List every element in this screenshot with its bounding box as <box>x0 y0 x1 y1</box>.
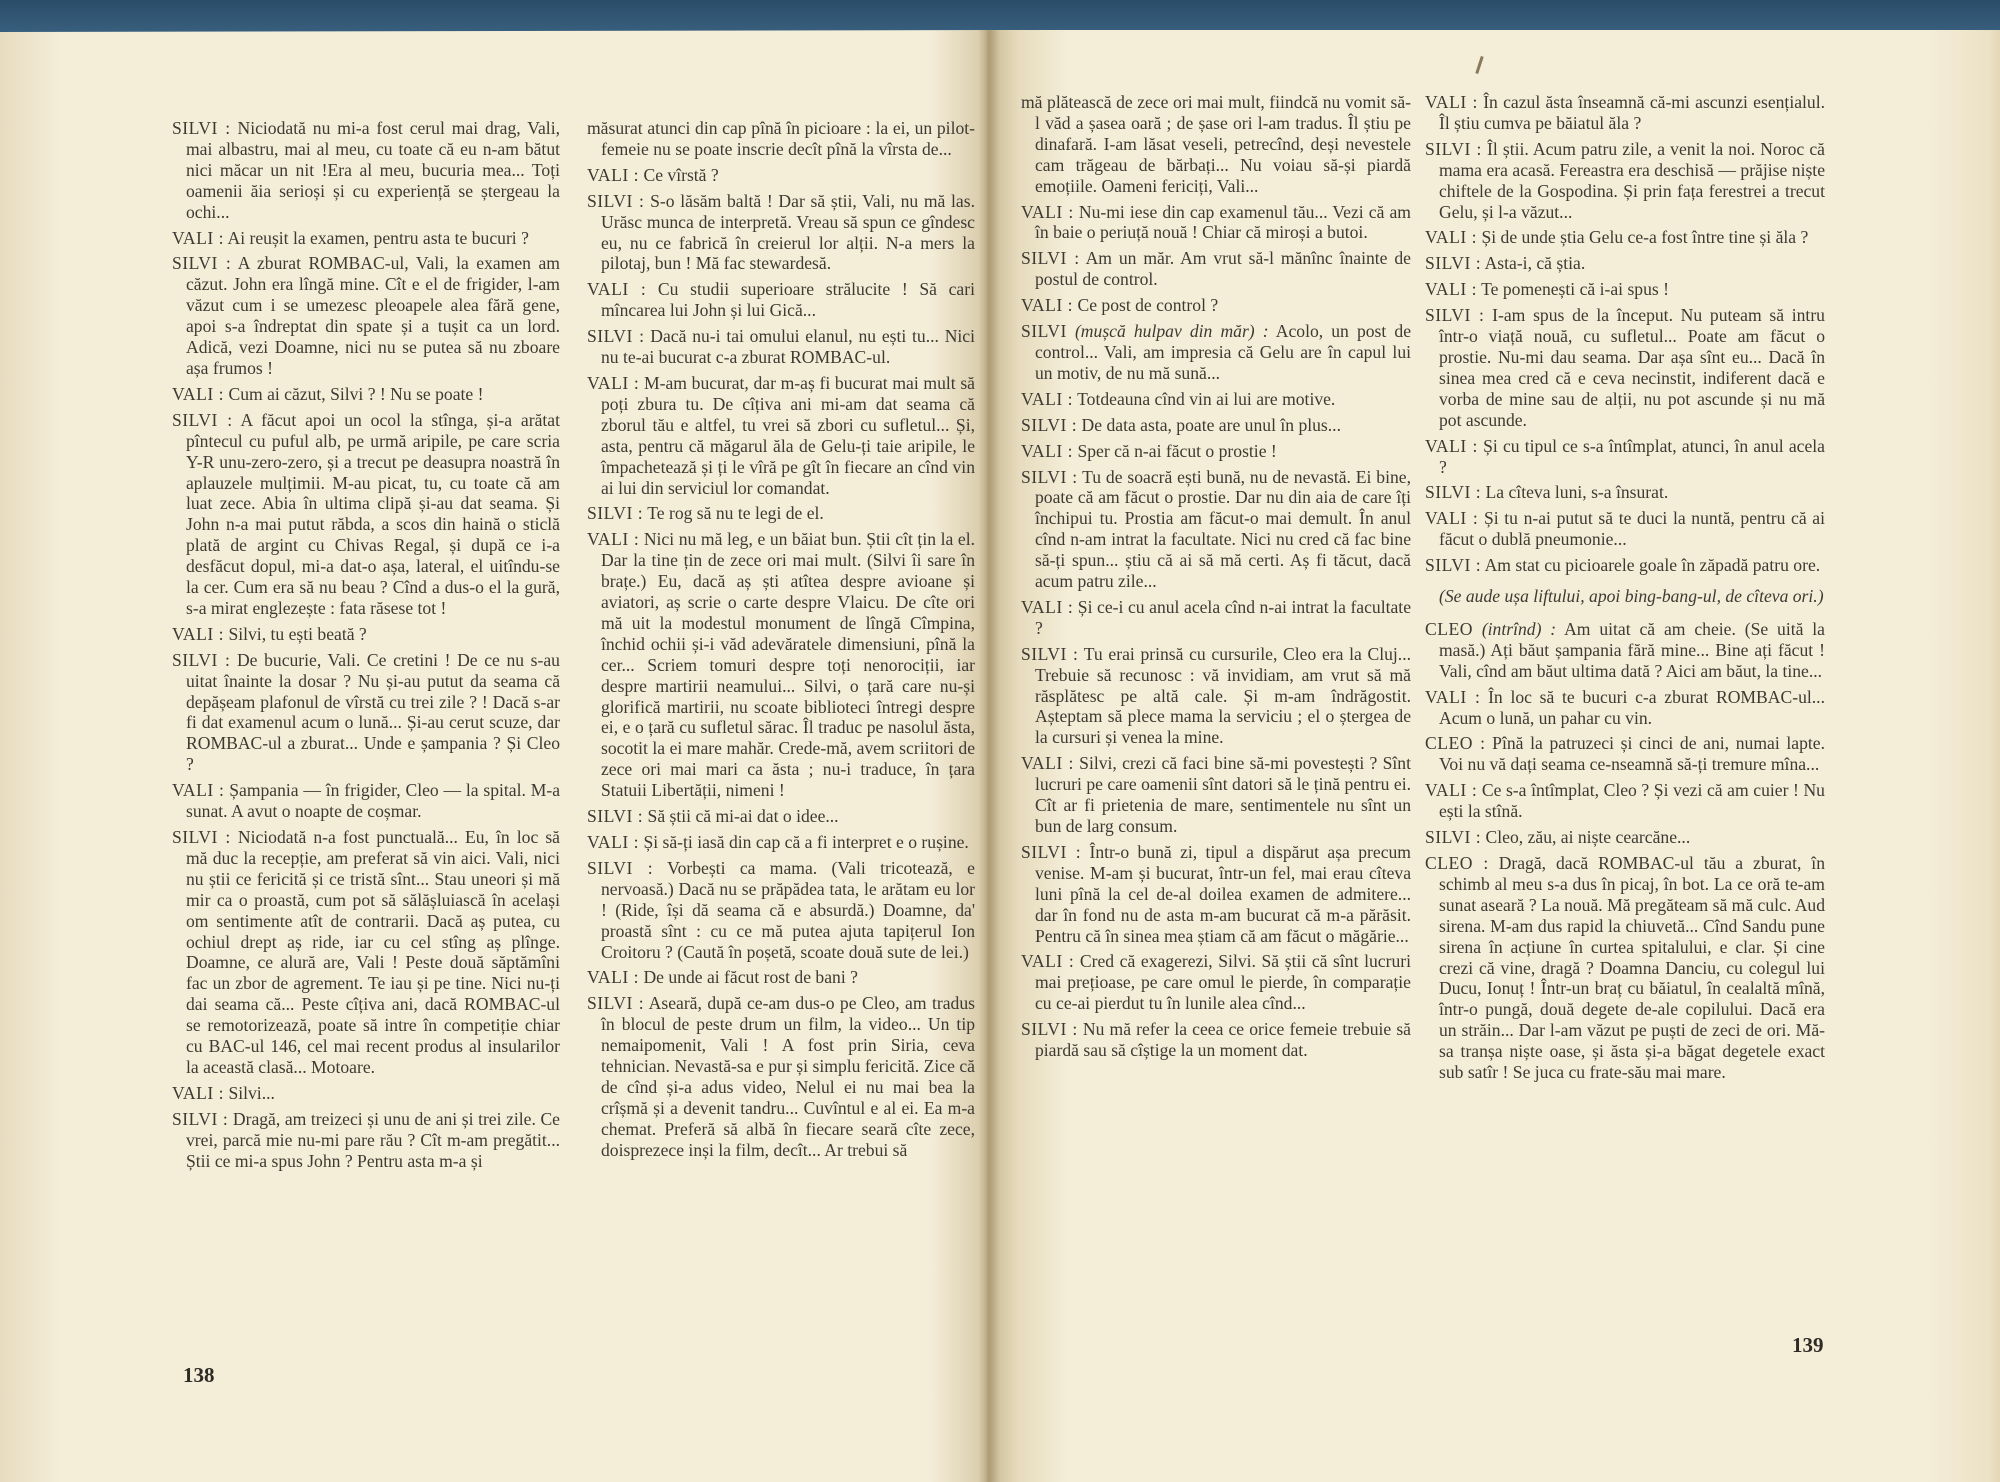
dialogue-text: Cleo, zău, ai niște cearcăne... <box>1485 827 1691 848</box>
speaker-name: SILVI : <box>587 806 644 827</box>
dialogue-text: Silvi, tu ești beată ? <box>228 623 367 644</box>
dialogue-text: Cu studii superioare strălucite ! Să cari mîncarea lui John și lui Gică... <box>601 279 975 321</box>
dialogue-text: Vorbești ca mama. (Vali tricotează, e nervoasă.) Dacă nu se prăpădea tata, le arătam eu lor ! (Ride, își dă seama că e absurdă.) Doamne, da' proastă sînt : cu ce mă putea ajuta tapițerul Ion Croitoru ? (Caută în poșetă, scoate două sute de lei.) <box>601 857 975 962</box>
speaker-name: SILVI : <box>172 649 231 670</box>
dialogue-line <box>1425 780 1825 822</box>
dialogue-text: La cîteva luni, s-a însurat. <box>1485 482 1669 503</box>
dialogue-line <box>587 806 975 827</box>
speaker-name: SILVI : <box>172 118 231 138</box>
dialogue-text: Te rog să nu te legi de el. <box>647 503 824 524</box>
dialogue-line <box>587 832 975 853</box>
dialogue-line <box>1425 687 1825 729</box>
dialogue-text: S-o lăsăm baltă ! Dar să știi, Vali, nu mă las. Urăsc munca de interpretă. Vreau să spun ce gîndesc eu, nu ce fabrică în creierul lor alții. N-a mers la pilotaj, bun ! Mă fac stewardesă. <box>601 190 975 274</box>
dialogue-text: Asta-i, că știa. <box>1484 253 1586 274</box>
dialogue-line <box>1021 389 1411 410</box>
speaker-name: SILVI : <box>1425 555 1482 576</box>
speaker-name: VALI : <box>1021 201 1074 222</box>
speaker-name: SILVI : <box>1425 305 1485 326</box>
dialogue-line <box>1021 644 1411 749</box>
dialogue-line <box>587 993 975 1160</box>
dialogue-line <box>1021 415 1411 436</box>
dialogue-text: Niciodată nu mi-a fost cerul mai drag, Vali, mai albastru, mai al meu, cu toate că eu n-am bătut nici măcar un nit !Era al meu, bucuria mea... Toți oamenii ăia serioși și cu experiență se ștergeau la ochi... <box>186 118 560 222</box>
dialogue-line <box>1425 253 1825 274</box>
dialogue-line <box>172 384 560 405</box>
dialogue-text: În loc să te bucuri c-a zburat ROMBAC-ul... Acum o lună, un pahar cu vin. <box>1439 686 1825 728</box>
dialogue-line <box>587 529 975 801</box>
dialogue-text: Tu erai prinsă cu cursurile, Cleo era la Cluj... Trebuie să recunosc : vă invidiam, am vrut să mă răsplătesc pe altă cale. Și m-am îndrăgostit. Așteptam să plece mama la serviciu ; el o ștergea de la cursuri și venea la mine. <box>1035 643 1411 748</box>
dialogue-line <box>172 624 560 645</box>
dialogue-text: Acolo, un post de control... Vali, am impresia că Gelu are în capul lui un motiv, de nu mă sună... <box>1035 321 1411 383</box>
dialogue-text: Și să-ți iasă din cap că a fi interpret e o rușine. <box>643 832 969 852</box>
right-page-column-1 <box>1021 92 1411 1066</box>
speaker-name: SILVI : <box>587 326 645 347</box>
speaker-name: VALI : <box>587 279 647 300</box>
dialogue-text: Ce vîrstă ? <box>643 164 719 185</box>
dialogue-line <box>1425 619 1825 682</box>
speaker-name: SILVI : <box>587 503 644 524</box>
speaker-name: SILVI : <box>1021 841 1082 862</box>
speaker-name: SILVI : <box>1425 138 1482 159</box>
dialogue-text: Sper că n-ai făcut o prostie ! <box>1077 440 1277 461</box>
dialogue-text: Dacă nu-i tai omului elanul, nu ești tu... Nici nu te-ai bucurat c-a zburat ROMBAC-ul. <box>601 326 975 368</box>
dialogue-text: Nu mă refer la ceea ce orice femeie trebuie să piardă sau să cîștige la un moment dat. <box>1035 1019 1411 1061</box>
dialogue-text: Ce s-a întîmplat, Cleo ? Și vezi că am cuier ! Nu ești la stînă. <box>1439 780 1825 822</box>
dialogue-text: mă plătească de zece ori mai mult, fiindcă nu vomit să-l văd a șasea oară ; de șase ori l-am tradus. Îl știu pe dinafară. I-am lăsat veseli, petrecînd, deși nevestele cam trăgeau de bărbați... Nu voiau să-și piardă emoțiile. Oameni fericiți, Vali... <box>1021 92 1411 196</box>
speaker-name: SILVI : <box>587 993 645 1014</box>
inline-stage-direction: (mușcă hulpav din măr) : <box>1074 321 1269 342</box>
speaker-name: VALI : <box>172 623 225 644</box>
dialogue-line <box>172 1109 560 1172</box>
speaker-name: VALI : <box>1425 686 1481 707</box>
speaker-name: CLEO <box>1425 618 1473 639</box>
speaker-name: VALI : <box>1021 295 1074 316</box>
dialogue-text: În cazul ăsta înseamnă că-mi ascunzi esențialul. Îl știu cumva pe băiatul ăla ? <box>1439 92 1825 133</box>
dialogue-line <box>1021 753 1411 837</box>
dialogue-line <box>1021 92 1411 197</box>
speaker-name: SILVI : <box>1425 827 1482 848</box>
speaker-name: VALI : <box>172 383 225 404</box>
speaker-name: VALI : <box>1021 388 1074 409</box>
speaker-name: VALI : <box>587 967 640 988</box>
dialogue-text: A făcut apoi un ocol la stînga, și-a arătat pîntecul cu puful alb, pe urmă aripile, pe care scria Y-R unu-zero-zero, și a trecut pe deasupra noastră în aplauzele mulțimii. M-au picat, tu, cu toate că am luat zece. Abia în ultima clipă și-au dat seama. Și John n-a mai putut răbda, a scos din haină o sticlă plată de argint cu Chivas Regal, și după ce i-a desfăcut dopul, mi-a dat-o așa, lateral, el uitîndu-se la cer. Cum era să nu beau ? Cînd a dus-o el la gură, s-a mirat englezește : fata răsese tot ! <box>186 409 560 618</box>
dialogue-text: Dragă, am treizeci și unu de ani și trei zile. Ce vrei, parcă mie nu-mi pare rău ? Cît m-am pregătit... Știi ce mi-a spus John ? Pentru asta m-a și <box>186 1108 560 1171</box>
speaker-name: VALI : <box>587 372 640 393</box>
speaker-name: SILVI : <box>1021 466 1078 487</box>
dialogue-line <box>1021 321 1411 384</box>
dialogue-text: Nici nu mă leg, e un băiat bun. Știi cît țin la el. Dar la tine țin de zece ori mai mult. (Silvi îi sare în brațe.) Eu, dacă aș ști atîtea despre avioane și aviatori, aș scrie o carte despre Vlaicu. De cîte ori mă uit la modestul monument de lîngă Cîmpina, închid ochii și-i văd adevăratele dimensiuni, pînă la cer... Scriem tomuri despre toți nenorociții, iar despre martirii neamului... Silvi, o țară care nu-și glorifică martirii, nu scoate biblioteci întregi despre ei, e o țară cu sufletul sărac. Îl traduc pe nasolul ăsta, socotit la ei mare mahăr. Crede-mă, avem scriitori de zece ori mai mari ca ăsta ; nu-i traduce, în țara Statuii Libertății, nimeni ! <box>601 529 975 801</box>
speaker-name: VALI : <box>1021 951 1075 972</box>
speaker-name: SILVI : <box>172 827 231 847</box>
speaker-name: SILVI : <box>1425 482 1482 503</box>
dialogue-text: Și cu tipul ce s-a întîmplat, atunci, în anul acela ? <box>1439 435 1825 477</box>
speaker-name: VALI : <box>587 529 640 550</box>
dialogue-line <box>587 191 975 275</box>
dialogue-text: Totdeauna cînd vin ai lui are motive. <box>1077 388 1336 409</box>
dialogue-line <box>1425 436 1825 478</box>
speaker-name: SILVI <box>1021 321 1067 342</box>
dialogue-line <box>1425 305 1825 430</box>
dialogue-line <box>1021 1019 1411 1061</box>
page-number-right: 139 <box>1792 1333 1824 1357</box>
speaker-name: SILVI : <box>172 253 232 274</box>
dialogue-line <box>587 279 975 321</box>
speaker-name: SILVI : <box>1021 643 1079 664</box>
speaker-name: VALI : <box>1021 440 1074 461</box>
dialogue-line <box>1425 227 1825 248</box>
dialogue-text: A zburat ROMBAC-ul, Vali, la examen am căzut. John era lîngă mine. Cît e el de frigider, l-am văzut cum i se umezesc pleoapele alea fără gene, apoi s-a îndreptat din spate și a tușit ca un lord. Adică, vezi Doamne, nici nu se putea să nu zboare așa frumos ! <box>186 253 560 378</box>
dialogue-line <box>587 326 975 368</box>
dialogue-line <box>1425 508 1825 550</box>
dialogue-line <box>1021 842 1411 947</box>
speaker-name: SILVI : <box>1021 1019 1078 1040</box>
dialogue-line <box>1021 951 1411 1014</box>
dialogue-line <box>587 165 975 186</box>
speaker-name: CLEO : <box>1425 853 1489 873</box>
speaker-name: VALI : <box>1425 780 1478 801</box>
speaker-name: SILVI : <box>587 190 645 211</box>
speaker-name: SILVI : <box>1021 248 1080 269</box>
speaker-name: CLEO : <box>1425 733 1486 754</box>
dialogue-line <box>1021 467 1411 592</box>
dialogue-line <box>172 650 560 775</box>
dialogue-line <box>1425 482 1825 503</box>
dialogue-line <box>172 1083 560 1104</box>
speaker-name: VALI : <box>172 1082 225 1103</box>
dialogue-text: Am un măr. Am vrut să-l mănînc înainte de postul de control. <box>1035 248 1411 290</box>
speaker-name: SILVI : <box>1425 253 1482 274</box>
dialogue-line <box>1425 279 1825 300</box>
speaker-name: SILVI : <box>587 857 654 878</box>
dialogue-text: Niciodată n-a fost punctuală... Eu, în loc să mă duc la recepție, am preferat să vin aici. Vali, nici nu știi ce fericită și ce tristă sînt... Stau uneori și mă mir ca o proastă, cum pot să sălășluiască în același om sentimente atît de contrarii. Dacă aș putea, cu ochiul drept aș ride, iar cu cel stîng aș plînge. Doamne, ce alură are, Vali ! Peste două săptămîni fac un zbor de agrement. Te iau și pe tine. Nici nu-ți dai seama că... Peste cîțiva ani, dacă ROMBAC-ul se remotorizează, poate să intre în competiție chiar cu BAC-ul 146, cel mai recent produs al insularilor la această clasă... Motoare. <box>186 827 560 1077</box>
speaker-name: VALI : <box>172 227 225 248</box>
speaker-name: SILVI : <box>172 409 233 430</box>
dialogue-line <box>172 228 560 249</box>
dialogue-text: De data asta, poate are unul în plus... <box>1081 414 1341 435</box>
dialogue-text: Într-o bună zi, tipul a dispărut așa precum venise. M-am și bucurat, într-un fel, mai erau cîteva luni pînă la cel de-al doilea examen de admitere... dar în fond nu de asta m-am bucurat că m-a părăsit. Pentru că în sinea mea știam că am făcut o măgărie... <box>1035 841 1411 946</box>
dialogue-text: Aseară, după ce-am dus-o pe Cleo, am tradus în blocul de peste drum un film, la video... Un tip nemaipomenit, Vali ! A fost prin Siria, ceva tehnician. Nevastă-sa e pur și simplu fericită. Zice că de cînd și-a adus video, Nelul ei nu mai bea la crîșmă și a devenit tandru... Cuvîntul e al ei. Ea m-a chemat. Preferă să albă în fiecare seară cîte zece, doisprezece inși la film, decît... Ar trebui să <box>601 993 975 1160</box>
dialogue-text: De bucurie, Vali. Ce cretini ! De ce nu s-au uitat înainte la dosar ? Nu și-au putut da seama că depășeam plafonul de vîrstă cu trei zile ? ! Dacă s-ar fi dat examenul acum o lună... Și-au cerut scuze, dar ROMBAC-ul a zburat... Unde e șampania ? Și Cleo ? <box>186 649 560 775</box>
dialogue-text: Și de unde știa Gelu ce-a fost între tine și ăla ? <box>1481 227 1809 248</box>
dialogue-text: Tu de soacră ești bună, nu de nevastă. Ei bine, poate că am făcut o prostie. Dar nu din aia de care îți închipui tu. Prostia am făcut-o mai demult. În anul cînd n-am intrat la facultate. Nici nu cred că fac bine să-ți spun... știu că ai să mă certi. Aș fi tăcut, dacă acum patru zile... <box>1035 466 1411 592</box>
dialogue-line <box>1021 295 1411 316</box>
dialogue-line <box>172 410 560 619</box>
dialogue-text: Să știi că mi-ai dat o idee... <box>647 806 839 827</box>
dialogue-line <box>1021 441 1411 462</box>
dialogue-line <box>172 118 560 223</box>
dialogue-line <box>1425 92 1825 134</box>
inline-stage-direction: (intrînd) : <box>1481 618 1557 639</box>
speaker-name: VALI : <box>1425 435 1478 456</box>
speaker-name: VALI : <box>1425 92 1478 112</box>
dialogue-line <box>587 373 975 498</box>
dialogue-text: Pînă la patruzeci și cinci de ani, numai lapte. Voi nu vă dați seama ce-nseamnă să-ți tremure mîna... <box>1439 733 1825 775</box>
dialogue-line <box>1425 733 1825 775</box>
dialogue-line <box>587 118 975 160</box>
book-spine <box>978 30 1000 1482</box>
dialogue-text: măsurat atunci din cap pînă în picioare : la ei, un pilot-femeie nu se poate inscrie decît pînă la vîrsta de... <box>587 118 975 159</box>
dialogue-text: Îl știi. Acum patru zile, a venit la noi. Noroc că mama era acasă. Fereastra era deschisă — prăjise niște chiftele de la Gospodina. Și prin fața ferestrei a trecut Gelu, și l-a văzut... <box>1439 138 1825 222</box>
dialogue-text: Șampania — în frigider, Cleo — la spital. M-a sunat. A avut o noapte de coșmar. <box>186 780 560 822</box>
dialogue-text: Te pomenești că i-ai spus ! <box>1481 279 1669 300</box>
dialogue-text: Silvi, crezi că faci bine să-mi povestești ? Sînt lucruri pe care oamenii sînt datori să le țină pentru ei. Cît ar fi prietenia de mare, sentimentele nu sînt un bun de larg consum. <box>1035 753 1411 836</box>
dialogue-line <box>1425 139 1825 223</box>
dialogue-text: M-am bucurat, dar m-aș fi bucurat mai mult să poți zbura tu. De cîțiva ani mi-am dat seama că zborul tău e altfel, tu vrei să zbori cu sufletul... Și, asta, pentru că măgarul ăla de Gelu-ți taie aripile, le împachetează și ți le vîră pe gît în fiecare an cînd vin ai lui din serviciul lor comandat. <box>601 372 975 498</box>
dialogue-text: De unde ai făcut rost de bani ? <box>643 967 858 988</box>
dialogue-text: Cum ai căzut, Silvi ? ! Nu se poate ! <box>228 383 484 404</box>
dialogue-line <box>1425 853 1825 1083</box>
dialogue-line <box>1021 248 1411 290</box>
dialogue-text: Nu-mi iese din cap examenul tău... Vezi că am în baie o periuță nouă ! Chiar că miroși a butoi. <box>1035 201 1411 243</box>
dialogue-line <box>172 253 560 378</box>
dialogue-text: Și tu n-ai putut să te duci la nuntă, pentru că ai făcut o dublă pneumonie... <box>1439 508 1825 550</box>
dialogue-text: Ce post de control ? <box>1077 295 1219 316</box>
dialogue-text: Am stat cu picioarele goale în zăpadă patru ore. <box>1484 555 1821 576</box>
speaker-name: SILVI : <box>1021 414 1078 435</box>
dialogue-text: Și ce-i cu anul acela cînd n-ai intrat la facultate ? <box>1035 596 1412 638</box>
dialogue-line <box>172 780 560 822</box>
dialogue-line <box>587 967 975 988</box>
dialogue-text: Dragă, dacă ROMBAC-ul tău a zburat, în schimb al meu s-a dus în picaj, în bot. La ce oră te-am sunat aseară ? La nouă. Mă pregăteam să mă culc. Aud sirena. M-am dus rapid la chiuvetă... Cînd Sandu pune sirena în acțiune în curtea spitalului, e clar. Și cine crezi că vine, dragă ? Doamna Danciu, cu colegul lui Ducu, Ionuț ! Într-un braț cu băiatul, în cealaltă mînă, într-o pungă, două degete de-ale copilului. Dacă era un străin... Dar l-am văzut pe puști de zeci de ori. Mă-sa tranșa niște oase, și ăsta și-a băgat degetele exact sub satîr ! Se juca cu frate-său mai mare. <box>1439 853 1825 1083</box>
dialogue-line <box>1425 827 1825 848</box>
dialogue-text: Ai reușit la examen, pentru asta te bucuri ? <box>227 227 529 248</box>
speaker-name: VALI : <box>1425 227 1478 248</box>
speaker-name: VALI : <box>172 780 225 801</box>
left-page-column-2 <box>587 118 975 1166</box>
dialogue-text: Silvi... <box>228 1082 275 1103</box>
dialogue-line <box>1425 555 1825 576</box>
dialogue-text: Am uitat că am cheie. (Se uită la masă.) Ați băut șampania fără mine... Bine ați făcut ! Vali, cînd am băut ultima dată ? Aici am băut, la tine... <box>1439 618 1825 681</box>
dialogue-line <box>172 827 560 1078</box>
speaker-name: SILVI : <box>172 1108 229 1129</box>
page-number-left: 138 <box>183 1363 215 1387</box>
speaker-name: VALI : <box>1425 279 1478 300</box>
dialogue-text: I-am spus de la început. Nu puteam să intru într-o viață nouă, cu sufletul... Poate am făcut o prostie. Nu-mi dau seama. Dar așa sînt eu... Dacă în sinea mea cred că e ceva necinstit, indiferent dacă e vorba de mine sau de alții, nu pot ascunde și nu mă pot ascunde. <box>1439 305 1825 430</box>
dialogue-line <box>1021 202 1411 244</box>
stage-direction: (Se aude ușa liftului, apoi bing-bang-ul, de cîteva ori.) <box>1439 586 1824 607</box>
dialogue-line <box>587 858 975 963</box>
speaker-name: VALI : <box>1425 508 1479 529</box>
dialogue-text: Cred că exagerezi, Silvi. Să știi că sînt lucruri mai prețioase, pe care omul le pierde, în comparație cu ce-ai pierdut tu în lunile alea cînd... <box>1035 951 1411 1014</box>
speaker-name: VALI : <box>1021 596 1074 617</box>
dialogue-line <box>587 503 975 524</box>
dialogue-line <box>1021 597 1411 639</box>
speaker-name: VALI : <box>587 164 640 185</box>
right-page-column-2 <box>1425 92 1825 1088</box>
left-page-column-1 <box>172 118 560 1177</box>
speaker-name: VALI : <box>587 832 640 852</box>
speaker-name: VALI : <box>1021 753 1074 774</box>
